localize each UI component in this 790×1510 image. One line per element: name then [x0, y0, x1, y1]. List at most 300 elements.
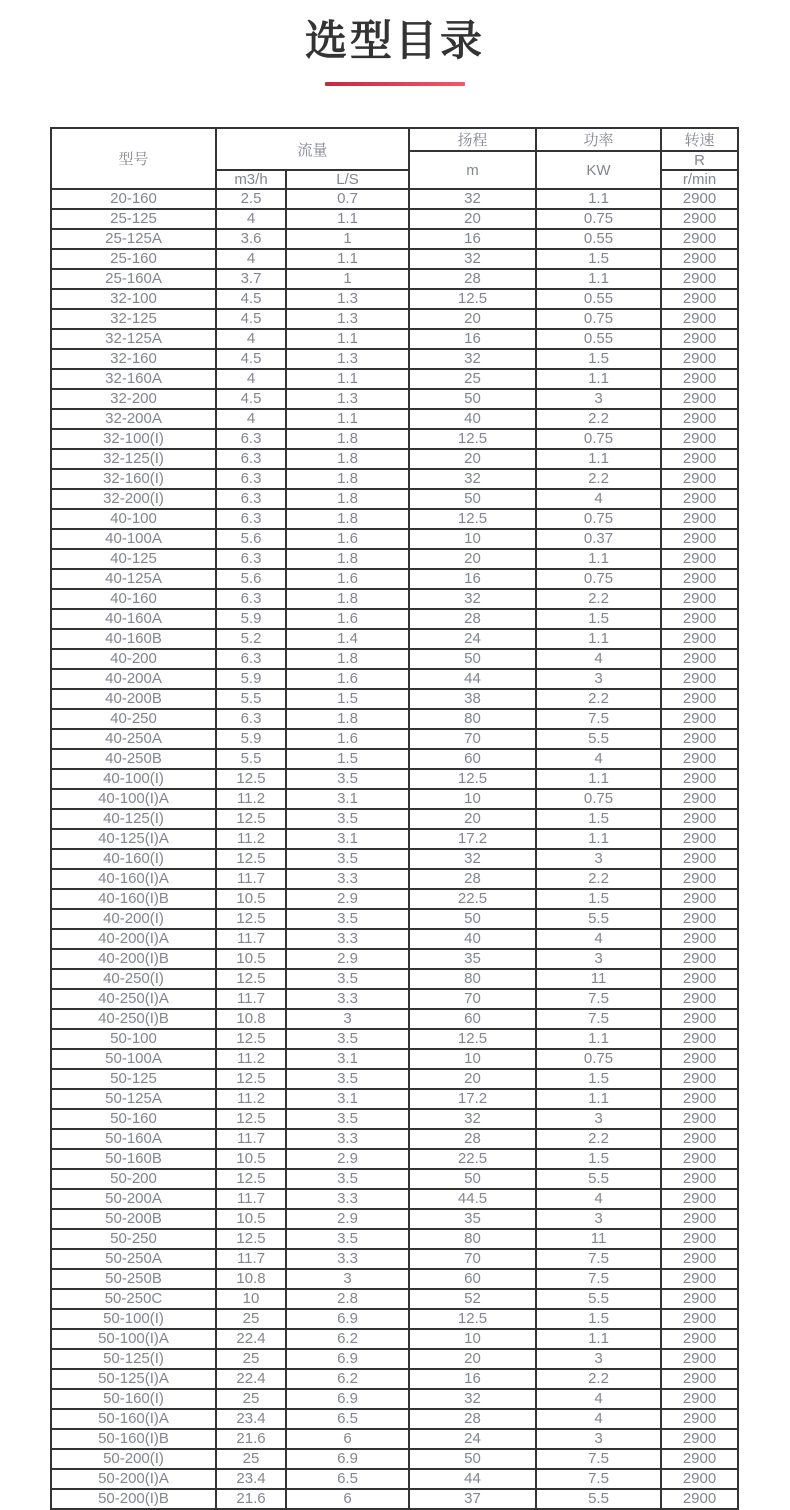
- cell-speed-rpm: 2900: [661, 469, 738, 489]
- cell-flow-m3h: 4.5: [216, 289, 286, 309]
- cell-flow-m3h: 4.5: [216, 389, 286, 409]
- cell-head-m: 24: [409, 629, 536, 649]
- cell-flow-ls: 2.9: [286, 1209, 409, 1229]
- cell-flow-ls: 3.5: [286, 1029, 409, 1049]
- cell-model: 50-125: [51, 1069, 216, 1089]
- cell-speed-rpm: 2900: [661, 529, 738, 549]
- cell-head-m: 50: [409, 489, 536, 509]
- cell-flow-ls: 1.1: [286, 249, 409, 269]
- cell-model: 50-200B: [51, 1209, 216, 1229]
- cell-head-m: 70: [409, 989, 536, 1009]
- cell-head-m: 28: [409, 869, 536, 889]
- cell-power-kw: 5.5: [536, 1289, 661, 1309]
- cell-model: 40-125(I): [51, 809, 216, 829]
- cell-head-m: 60: [409, 749, 536, 769]
- cell-speed-rpm: 2900: [661, 1349, 738, 1369]
- cell-power-kw: 0.75: [536, 509, 661, 529]
- table-row: [51, 249, 738, 269]
- cell-flow-ls: 2.9: [286, 889, 409, 909]
- cell-speed-rpm: 2900: [661, 449, 738, 469]
- table-row: [51, 909, 738, 929]
- cell-power-kw: 2.2: [536, 1369, 661, 1389]
- cell-model: 40-160A: [51, 609, 216, 629]
- cell-flow-m3h: 10.5: [216, 1149, 286, 1169]
- table-row: [51, 1389, 738, 1409]
- cell-power-kw: 1.1: [536, 449, 661, 469]
- cell-power-kw: 0.75: [536, 1049, 661, 1069]
- cell-speed-rpm: 2900: [661, 1429, 738, 1449]
- cell-model: 50-250A: [51, 1249, 216, 1269]
- cell-flow-ls: 1.6: [286, 569, 409, 589]
- cell-speed-rpm: 2900: [661, 869, 738, 889]
- cell-flow-ls: 3.3: [286, 869, 409, 889]
- cell-model: 40-160: [51, 589, 216, 609]
- cell-head-m: 20: [409, 449, 536, 469]
- cell-power-kw: 0.55: [536, 329, 661, 349]
- page-title: 选型目录: [304, 17, 485, 64]
- cell-power-kw: 3: [536, 849, 661, 869]
- cell-flow-ls: 3.3: [286, 1189, 409, 1209]
- cell-model: 50-160(I): [51, 1389, 216, 1409]
- cell-head-m: 16: [409, 329, 536, 349]
- cell-flow-ls: 3: [286, 1269, 409, 1289]
- cell-flow-m3h: 25: [216, 1309, 286, 1329]
- cell-flow-m3h: 10.5: [216, 949, 286, 969]
- cell-head-m: 35: [409, 1209, 536, 1229]
- cell-flow-ls: 1.8: [286, 449, 409, 469]
- cell-model: 40-200(I)A: [51, 929, 216, 949]
- cell-flow-m3h: 6.3: [216, 429, 286, 449]
- cell-flow-m3h: 11.2: [216, 789, 286, 809]
- cell-head-m: 12.5: [409, 429, 536, 449]
- cell-flow-ls: 0.7: [286, 189, 409, 209]
- cell-flow-m3h: 5.9: [216, 669, 286, 689]
- cell-model: 50-200: [51, 1169, 216, 1189]
- cell-power-kw: 1.1: [536, 269, 661, 289]
- header-speed: 转速: [661, 128, 738, 151]
- cell-head-m: 12.5: [409, 509, 536, 529]
- cell-model: 40-160B: [51, 629, 216, 649]
- cell-power-kw: 0.75: [536, 569, 661, 589]
- cell-flow-m3h: 12.5: [216, 909, 286, 929]
- cell-head-m: 10: [409, 789, 536, 809]
- cell-head-m: 70: [409, 729, 536, 749]
- cell-speed-rpm: 2900: [661, 349, 738, 369]
- cell-head-m: 44: [409, 669, 536, 689]
- cell-model: 50-250: [51, 1229, 216, 1249]
- table-row: [51, 409, 738, 429]
- cell-power-kw: 5.5: [536, 729, 661, 749]
- cell-flow-ls: 1.8: [286, 649, 409, 669]
- cell-flow-m3h: 11.2: [216, 829, 286, 849]
- cell-model: 40-160(I): [51, 849, 216, 869]
- cell-speed-rpm: 2900: [661, 249, 738, 269]
- table-row: [51, 469, 738, 489]
- table-row: [51, 449, 738, 469]
- cell-head-m: 60: [409, 1269, 536, 1289]
- table-row: [51, 389, 738, 409]
- table-row: [51, 1349, 738, 1369]
- cell-power-kw: 1.5: [536, 249, 661, 269]
- table-row: [51, 1149, 738, 1169]
- cell-flow-ls: 3.5: [286, 1229, 409, 1249]
- table-row: [51, 1409, 738, 1429]
- table-row: [51, 1169, 738, 1189]
- cell-flow-ls: 6.9: [286, 1449, 409, 1469]
- cell-power-kw: 7.5: [536, 709, 661, 729]
- cell-head-m: 32: [409, 189, 536, 209]
- table-row: [51, 709, 738, 729]
- table-row: [51, 569, 738, 589]
- cell-head-m: 10: [409, 529, 536, 549]
- cell-power-kw: 3: [536, 1109, 661, 1129]
- cell-flow-ls: 3.1: [286, 1089, 409, 1109]
- cell-flow-ls: 3.3: [286, 989, 409, 1009]
- table-header: [51, 128, 738, 189]
- cell-model: 50-100A: [51, 1049, 216, 1069]
- cell-head-m: 20: [409, 1349, 536, 1369]
- cell-flow-m3h: 10.5: [216, 889, 286, 909]
- cell-speed-rpm: 2900: [661, 769, 738, 789]
- cell-model: 32-125A: [51, 329, 216, 349]
- table-row: [51, 1069, 738, 1089]
- cell-model: 50-125(I): [51, 1349, 216, 1369]
- table-row: [51, 1049, 738, 1069]
- cell-head-m: 80: [409, 969, 536, 989]
- cell-flow-m3h: 5.6: [216, 569, 286, 589]
- cell-flow-m3h: 4: [216, 249, 286, 269]
- cell-flow-m3h: 4: [216, 409, 286, 429]
- cell-flow-m3h: 11.7: [216, 1189, 286, 1209]
- cell-model: 25-160: [51, 249, 216, 269]
- cell-model: 32-125: [51, 309, 216, 329]
- header-speed-unit-rmin: r/min: [661, 170, 738, 189]
- cell-head-m: 12.5: [409, 289, 536, 309]
- cell-speed-rpm: 2900: [661, 1189, 738, 1209]
- cell-speed-rpm: 2900: [661, 1029, 738, 1049]
- cell-model: 40-250B: [51, 749, 216, 769]
- cell-head-m: 50: [409, 1449, 536, 1469]
- cell-power-kw: 1.5: [536, 809, 661, 829]
- cell-head-m: 22.5: [409, 889, 536, 909]
- cell-flow-ls: 2.9: [286, 949, 409, 969]
- table-row: [51, 1449, 738, 1469]
- cell-flow-m3h: 25: [216, 1449, 286, 1469]
- cell-flow-m3h: 2.5: [216, 189, 286, 209]
- cell-flow-ls: 3.3: [286, 1129, 409, 1149]
- cell-model: 40-250A: [51, 729, 216, 749]
- cell-speed-rpm: 2900: [661, 209, 738, 229]
- table-row: [51, 929, 738, 949]
- cell-speed-rpm: 2900: [661, 649, 738, 669]
- cell-power-kw: 3: [536, 1349, 661, 1369]
- cell-flow-m3h: 6.3: [216, 709, 286, 729]
- cell-flow-m3h: 12.5: [216, 1229, 286, 1249]
- table-row: [51, 749, 738, 769]
- cell-head-m: 28: [409, 1409, 536, 1429]
- cell-model: 50-200A: [51, 1189, 216, 1209]
- cell-speed-rpm: 2900: [661, 1049, 738, 1069]
- cell-flow-ls: 3.1: [286, 1049, 409, 1069]
- table-row: [51, 1369, 738, 1389]
- cell-model: 50-160(I)B: [51, 1429, 216, 1449]
- cell-flow-m3h: 5.9: [216, 609, 286, 629]
- cell-head-m: 16: [409, 569, 536, 589]
- cell-flow-ls: 1.1: [286, 409, 409, 429]
- cell-speed-rpm: 2900: [661, 1409, 738, 1429]
- cell-model: 32-100(I): [51, 429, 216, 449]
- cell-flow-ls: 6.2: [286, 1369, 409, 1389]
- table-row: [51, 829, 738, 849]
- cell-flow-m3h: 6.3: [216, 509, 286, 529]
- cell-model: 50-125A: [51, 1089, 216, 1109]
- cell-flow-ls: 3.1: [286, 789, 409, 809]
- cell-head-m: 20: [409, 809, 536, 829]
- cell-power-kw: 1.1: [536, 189, 661, 209]
- cell-speed-rpm: 2900: [661, 789, 738, 809]
- cell-speed-rpm: 2900: [661, 1269, 738, 1289]
- cell-head-m: 40: [409, 929, 536, 949]
- table-row: [51, 949, 738, 969]
- cell-head-m: 16: [409, 229, 536, 249]
- table-row: [51, 1189, 738, 1209]
- table-row: [51, 1309, 738, 1329]
- cell-speed-rpm: 2900: [661, 549, 738, 569]
- cell-head-m: 10: [409, 1329, 536, 1349]
- cell-speed-rpm: 2900: [661, 749, 738, 769]
- cell-speed-rpm: 2900: [661, 589, 738, 609]
- cell-speed-rpm: 2900: [661, 889, 738, 909]
- table-row: [51, 189, 738, 209]
- cell-head-m: 44.5: [409, 1189, 536, 1209]
- cell-head-m: 35: [409, 949, 536, 969]
- cell-head-m: 37: [409, 1489, 536, 1509]
- cell-speed-rpm: 2900: [661, 1089, 738, 1109]
- cell-flow-ls: 1.5: [286, 749, 409, 769]
- header-flow: 流量: [216, 128, 409, 170]
- cell-model: 40-200(I)B: [51, 949, 216, 969]
- cell-flow-m3h: 21.6: [216, 1429, 286, 1449]
- cell-flow-m3h: 4.5: [216, 349, 286, 369]
- cell-head-m: 28: [409, 1129, 536, 1149]
- header-head: 扬程: [409, 128, 536, 151]
- table-row: [51, 1289, 738, 1309]
- cell-power-kw: 1.1: [536, 549, 661, 569]
- cell-speed-rpm: 2900: [661, 1489, 738, 1509]
- cell-model: 32-160(I): [51, 469, 216, 489]
- cell-model: 50-250C: [51, 1289, 216, 1309]
- table-row: [51, 509, 738, 529]
- cell-flow-ls: 3.5: [286, 809, 409, 829]
- cell-power-kw: 3: [536, 389, 661, 409]
- table-row: [51, 609, 738, 629]
- cell-model: 50-100(I)A: [51, 1329, 216, 1349]
- cell-power-kw: 1.1: [536, 1029, 661, 1049]
- cell-speed-rpm: 2900: [661, 1129, 738, 1149]
- cell-flow-ls: 3.5: [286, 1169, 409, 1189]
- table-row: [51, 689, 738, 709]
- cell-head-m: 50: [409, 649, 536, 669]
- cell-power-kw: 1.1: [536, 1329, 661, 1349]
- table-row: [51, 1249, 738, 1269]
- cell-flow-m3h: 3.6: [216, 229, 286, 249]
- table-row: [51, 969, 738, 989]
- cell-power-kw: 2.2: [536, 409, 661, 429]
- cell-head-m: 28: [409, 609, 536, 629]
- cell-speed-rpm: 2900: [661, 1069, 738, 1089]
- cell-head-m: 44: [409, 1469, 536, 1489]
- cell-flow-m3h: 11.7: [216, 1129, 286, 1149]
- cell-model: 32-200A: [51, 409, 216, 429]
- cell-head-m: 12.5: [409, 1309, 536, 1329]
- cell-model: 40-100A: [51, 529, 216, 549]
- cell-power-kw: 4: [536, 1409, 661, 1429]
- cell-speed-rpm: 2900: [661, 329, 738, 349]
- cell-head-m: 60: [409, 1009, 536, 1029]
- table-row: [51, 629, 738, 649]
- cell-flow-ls: 1: [286, 229, 409, 249]
- table-row: [51, 769, 738, 789]
- cell-flow-m3h: 22.4: [216, 1369, 286, 1389]
- cell-power-kw: 1.1: [536, 829, 661, 849]
- cell-speed-rpm: 2900: [661, 409, 738, 429]
- cell-power-kw: 1.1: [536, 629, 661, 649]
- table-row: [51, 1229, 738, 1249]
- cell-speed-rpm: 2900: [661, 229, 738, 249]
- cell-head-m: 20: [409, 209, 536, 229]
- cell-model: 32-160: [51, 349, 216, 369]
- table-row: [51, 849, 738, 869]
- cell-flow-ls: 6.5: [286, 1469, 409, 1489]
- cell-model: 20-160: [51, 189, 216, 209]
- cell-flow-m3h: 23.4: [216, 1409, 286, 1429]
- cell-speed-rpm: 2900: [661, 389, 738, 409]
- cell-model: 40-250(I)A: [51, 989, 216, 1009]
- cell-flow-ls: 1.6: [286, 669, 409, 689]
- cell-power-kw: 4: [536, 1389, 661, 1409]
- table-row: [51, 529, 738, 549]
- cell-power-kw: 7.5: [536, 1249, 661, 1269]
- cell-power-kw: 0.75: [536, 309, 661, 329]
- cell-head-m: 32: [409, 849, 536, 869]
- header-flow-unit-ls: L/S: [286, 170, 409, 189]
- cell-flow-ls: 3.5: [286, 769, 409, 789]
- cell-model: 40-160(I)B: [51, 889, 216, 909]
- cell-flow-m3h: 12.5: [216, 1069, 286, 1089]
- cell-model: 32-200(I): [51, 489, 216, 509]
- cell-flow-m3h: 12.5: [216, 769, 286, 789]
- cell-flow-ls: 1.8: [286, 589, 409, 609]
- table-row: [51, 1009, 738, 1029]
- cell-head-m: 50: [409, 1169, 536, 1189]
- cell-speed-rpm: 2900: [661, 429, 738, 449]
- cell-flow-m3h: 4: [216, 209, 286, 229]
- cell-head-m: 80: [409, 1229, 536, 1249]
- cell-head-m: 32: [409, 1109, 536, 1129]
- cell-flow-m3h: 12.5: [216, 849, 286, 869]
- table-row: [51, 1329, 738, 1349]
- cell-speed-rpm: 2900: [661, 1329, 738, 1349]
- cell-speed-rpm: 2900: [661, 1389, 738, 1409]
- cell-flow-m3h: 11.7: [216, 929, 286, 949]
- cell-model: 40-200(I): [51, 909, 216, 929]
- cell-speed-rpm: 2900: [661, 929, 738, 949]
- table-row: [51, 989, 738, 1009]
- cell-model: 50-250B: [51, 1269, 216, 1289]
- cell-speed-rpm: 2900: [661, 969, 738, 989]
- cell-flow-ls: 6.2: [286, 1329, 409, 1349]
- cell-speed-rpm: 2900: [661, 1169, 738, 1189]
- table-row: [51, 1089, 738, 1109]
- cell-flow-ls: 6.9: [286, 1309, 409, 1329]
- cell-flow-m3h: 4.5: [216, 309, 286, 329]
- cell-power-kw: 0.75: [536, 789, 661, 809]
- cell-flow-m3h: 21.6: [216, 1489, 286, 1509]
- header-speed-unit-r: R: [661, 151, 738, 170]
- cell-flow-m3h: 10.5: [216, 1209, 286, 1229]
- header-flow-unit-m3h: m3/h: [216, 170, 286, 189]
- cell-flow-ls: 6.9: [286, 1349, 409, 1369]
- cell-flow-ls: 1.6: [286, 729, 409, 749]
- cell-flow-m3h: 11.2: [216, 1049, 286, 1069]
- table-row: [51, 1429, 738, 1449]
- cell-flow-ls: 6.5: [286, 1409, 409, 1429]
- cell-speed-rpm: 2900: [661, 849, 738, 869]
- cell-head-m: 32: [409, 469, 536, 489]
- cell-model: 50-160B: [51, 1149, 216, 1169]
- cell-power-kw: 1.5: [536, 349, 661, 369]
- cell-flow-ls: 1.8: [286, 549, 409, 569]
- cell-speed-rpm: 2900: [661, 629, 738, 649]
- cell-head-m: 32: [409, 249, 536, 269]
- cell-flow-m3h: 11.7: [216, 1249, 286, 1269]
- cell-speed-rpm: 2900: [661, 669, 738, 689]
- cell-model: 32-200: [51, 389, 216, 409]
- cell-flow-ls: 1.1: [286, 369, 409, 389]
- cell-flow-ls: 6: [286, 1489, 409, 1509]
- cell-head-m: 32: [409, 589, 536, 609]
- cell-flow-m3h: 6.3: [216, 489, 286, 509]
- cell-power-kw: 3: [536, 1429, 661, 1449]
- cell-flow-m3h: 6.3: [216, 549, 286, 569]
- cell-speed-rpm: 2900: [661, 1209, 738, 1229]
- cell-power-kw: 7.5: [536, 1449, 661, 1469]
- cell-model: 25-125A: [51, 229, 216, 249]
- cell-power-kw: 5.5: [536, 1169, 661, 1189]
- table-row: [51, 729, 738, 749]
- cell-speed-rpm: 2900: [661, 1009, 738, 1029]
- cell-flow-m3h: 12.5: [216, 809, 286, 829]
- cell-speed-rpm: 2900: [661, 989, 738, 1009]
- cell-model: 40-250: [51, 709, 216, 729]
- cell-flow-m3h: 4: [216, 329, 286, 349]
- table-row: [51, 1029, 738, 1049]
- cell-flow-m3h: 25: [216, 1349, 286, 1369]
- table-row: [51, 869, 738, 889]
- cell-flow-m3h: 12.5: [216, 1109, 286, 1129]
- cell-flow-ls: 1.3: [286, 349, 409, 369]
- header-power: 功率: [536, 128, 661, 151]
- cell-model: 50-100: [51, 1029, 216, 1049]
- cell-model: 40-100(I)A: [51, 789, 216, 809]
- cell-flow-ls: 3.5: [286, 909, 409, 929]
- cell-model: 40-200A: [51, 669, 216, 689]
- cell-model: 32-160A: [51, 369, 216, 389]
- cell-flow-ls: 1.3: [286, 289, 409, 309]
- pump-selection-table: [50, 127, 739, 1510]
- cell-head-m: 25: [409, 369, 536, 389]
- cell-model: 50-100(I): [51, 1309, 216, 1329]
